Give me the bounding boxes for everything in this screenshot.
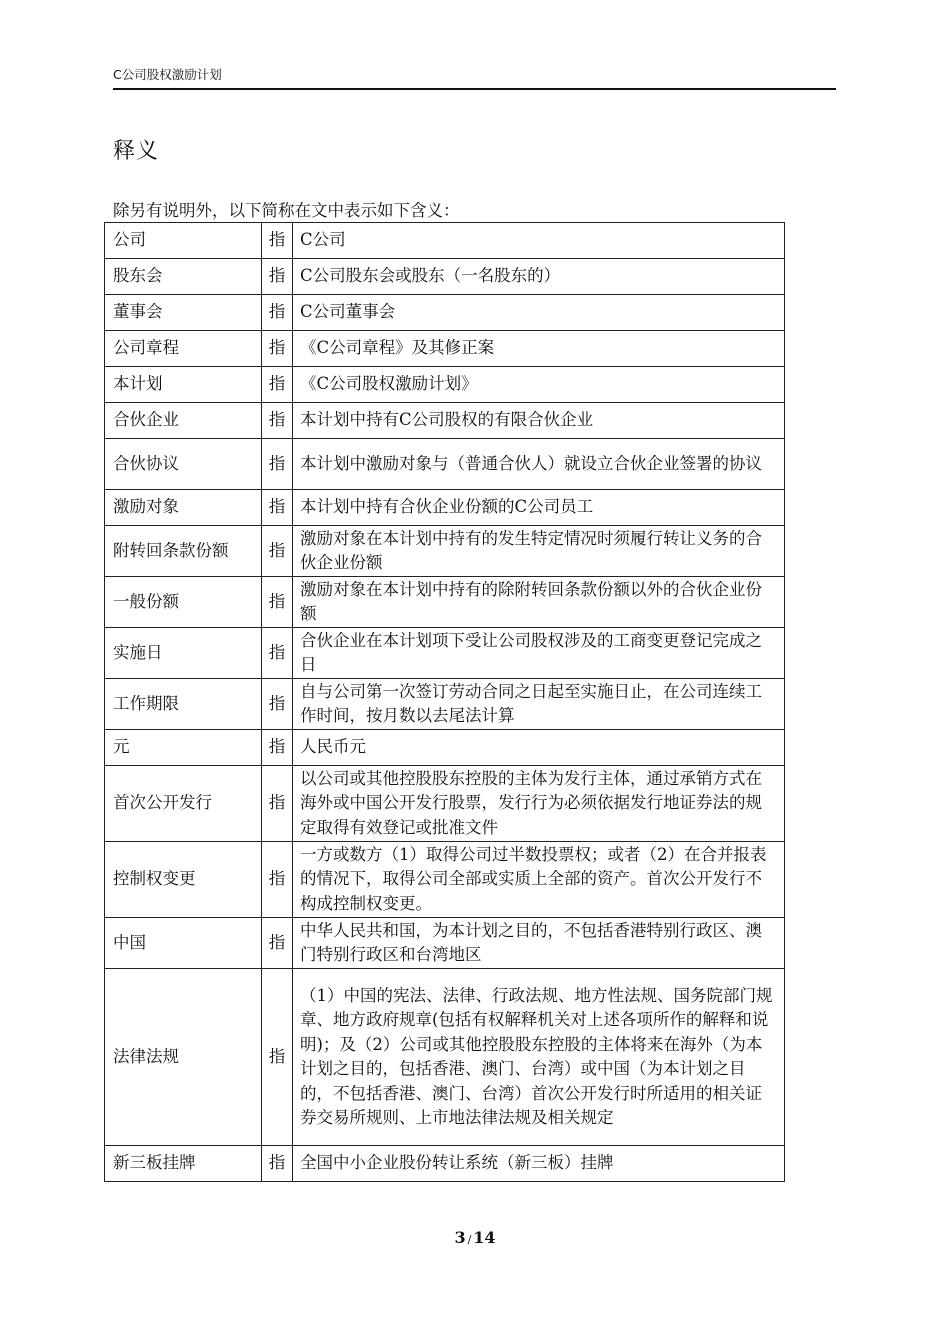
mark-cell: 指: [262, 259, 293, 295]
definition-cell: 一方或数方（1）取得公司过半数投票权；或者（2）在合并报表的情况下，取得公司全部或实质上全部的资产。首次公开发行不构成控制权变更。: [293, 842, 785, 918]
intro-text: 除另有说明外，以下简称在文中表示如下含义：: [113, 201, 460, 220]
mark-cell: 指: [262, 577, 293, 628]
mark-cell: 指: [262, 730, 293, 766]
table-row: [105, 439, 785, 490]
table-row: [105, 490, 785, 526]
table-row: [105, 259, 785, 295]
mark-cell: 指: [262, 490, 293, 526]
section-title: 释义: [113, 139, 160, 164]
term-cell: 控制权变更: [105, 842, 262, 918]
definition-cell: 《C公司章程》及其修正案: [293, 331, 785, 367]
definition-cell: 自与公司第一次签订劳动合同之日起至实施日止，在公司连续工作时间，按月数以去尾法计算: [293, 679, 785, 730]
term-cell: 股东会: [105, 259, 262, 295]
table-row: [105, 367, 785, 403]
term-cell: 激励对象: [105, 490, 262, 526]
mark-cell: 指: [262, 628, 293, 679]
table-row: [105, 918, 785, 969]
term-cell: 中国: [105, 918, 262, 969]
term-cell: 公司: [105, 223, 262, 259]
total-pages: 14: [473, 1228, 496, 1247]
definition-cell: 全国中小企业股份转让系统（新三板）挂牌: [293, 1146, 785, 1182]
mark-cell: 指: [262, 367, 293, 403]
term-cell: 本计划: [105, 367, 262, 403]
term-cell: 元: [105, 730, 262, 766]
term-cell: 董事会: [105, 295, 262, 331]
mark-cell: 指: [262, 679, 293, 730]
term-cell: 工作期限: [105, 679, 262, 730]
page-separator: /: [467, 1233, 472, 1246]
mark-cell: 指: [262, 1146, 293, 1182]
mark-cell: 指: [262, 295, 293, 331]
definition-cell: C公司董事会: [293, 295, 785, 331]
table-row: [105, 766, 785, 842]
table-row: [105, 679, 785, 730]
mark-cell: 指: [262, 969, 293, 1146]
table-row: [105, 842, 785, 918]
mark-cell: 指: [262, 439, 293, 490]
table-row: [105, 969, 785, 1146]
definition-cell: 激励对象在本计划中持有的发生特定情况时须履行转让义务的合伙企业份额: [293, 526, 785, 577]
page-number: [0, 1228, 950, 1247]
definition-cell: 合伙企业在本计划项下受让公司股权涉及的工商变更登记完成之日: [293, 628, 785, 679]
mark-cell: 指: [262, 918, 293, 969]
definition-cell: （1）中国的宪法、法律、行政法规、地方性法规、国务院部门规章、地方政府规章(包括有权解释机关对上述各项所作的解释和说明)；及（2）公司或其他控股股东控股的主体将来在海外（为本计划之目的，包括香港、澳门、台湾）或中国（为本计划之目的，不包括香港、澳门、台湾）首次公开发行时所适用的相关证券交易所规则、上市地法律法规及相关规定: [293, 969, 785, 1146]
table-row: [105, 331, 785, 367]
term-cell: 实施日: [105, 628, 262, 679]
mark-cell: 指: [262, 223, 293, 259]
mark-cell: 指: [262, 842, 293, 918]
definitions-table: [104, 222, 785, 1182]
definition-cell: C公司股东会或股东（一名股东的）: [293, 259, 785, 295]
mark-cell: 指: [262, 403, 293, 439]
definition-cell: C公司: [293, 223, 785, 259]
term-cell: 附转回条款份额: [105, 526, 262, 577]
definition-cell: 本计划中持有C公司股权的有限合伙企业: [293, 403, 785, 439]
definition-cell: 本计划中激励对象与（普通合伙人）就设立合伙企业签署的协议: [293, 439, 785, 490]
term-cell: 新三板挂牌: [105, 1146, 262, 1182]
table-row: [105, 628, 785, 679]
definition-cell: 激励对象在本计划中持有的除附转回条款份额以外的合伙企业份额: [293, 577, 785, 628]
definition-cell: 本计划中持有合伙企业份额的C公司员工: [293, 490, 785, 526]
term-cell: 公司章程: [105, 331, 262, 367]
term-cell: 首次公开发行: [105, 766, 262, 842]
term-cell: 一般份额: [105, 577, 262, 628]
document-title: C公司股权激励计划: [113, 67, 222, 82]
definition-cell: 中华人民共和国，为本计划之目的，不包括香港特别行政区、澳门特别行政区和台湾地区: [293, 918, 785, 969]
table-row: [105, 577, 785, 628]
mark-cell: 指: [262, 526, 293, 577]
term-cell: 法律法规: [105, 969, 262, 1146]
term-cell: 合伙协议: [105, 439, 262, 490]
definition-cell: 人民币元: [293, 730, 785, 766]
table-row: [105, 1146, 785, 1182]
mark-cell: 指: [262, 331, 293, 367]
table-row: [105, 730, 785, 766]
term-cell: 合伙企业: [105, 403, 262, 439]
table-row: [105, 403, 785, 439]
definition-cell: 以公司或其他控股股东控股的主体为发行主体，通过承销方式在海外或中国公开发行股票，发行行为必须依据发行地证券法的规定取得有效登记或批准文件: [293, 766, 785, 842]
table-row: [105, 526, 785, 577]
table-row: [105, 295, 785, 331]
definition-cell: 《C公司股权激励计划》: [293, 367, 785, 403]
table-row: [105, 223, 785, 259]
mark-cell: 指: [262, 766, 293, 842]
page-header: [113, 66, 836, 90]
current-page: 3: [454, 1228, 466, 1247]
